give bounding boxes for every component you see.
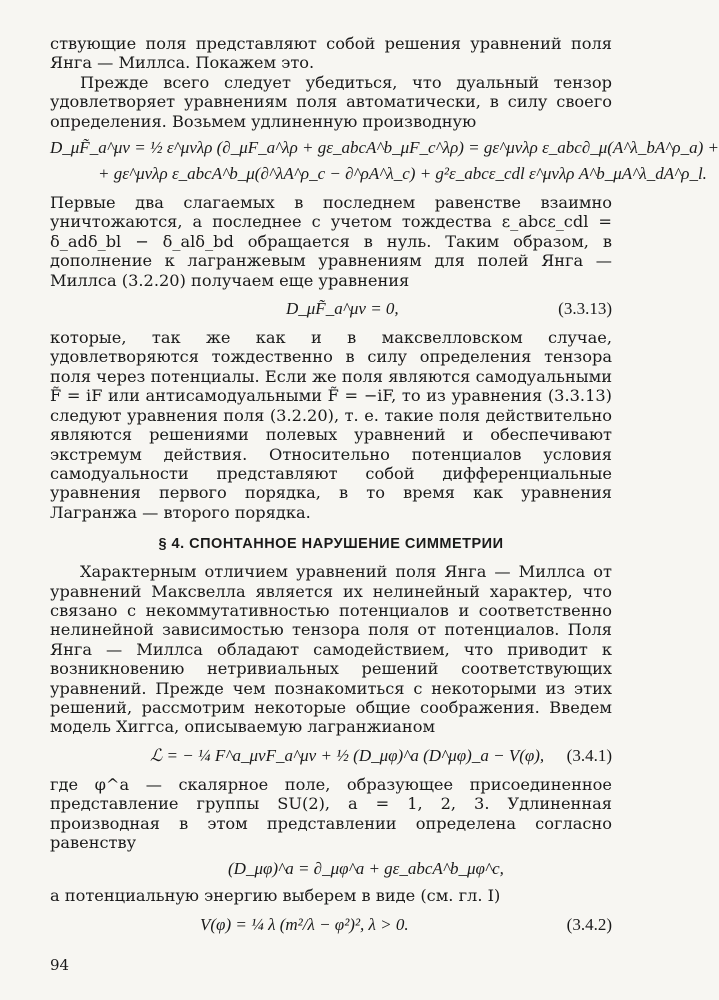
paragraph-4: которые, так же как и в максвелловском случае, удовлетворяются тождественно в силу определения тензора поля через потенциалы. Если же поля являются самодуальными F̃ = iF или антисамодуальными F̃ = −iF, то из уравнения (3.3.13) следуют уравнения поля (3.2.20), т. е. такие поля действительно являются решениями полевых уравнений и обеспечивают экстремум действия. Относительно потенциалов условия самодуальности представляют собой дифференциальные уравнения первого порядка, в то время как уравнения Лагранжа — второго порядка. <box>50 328 612 522</box>
page-number: 94 <box>50 956 70 974</box>
paragraph-5: Характерным отличием уравнений поля Янга — Миллса от уравнений Максвелла является их нелинейный характер, что связано с некоммутативностью потенциалов и соответственно нелинейной зависимостью тензора поля от потенциалов. Поля Янга — Миллса обладают самодействием, что приводит к возникновению нетривиальных решений соответствующих уравнений. Прежде чем познакомиться с некоторыми из этих решений, рассмотрим некоторые общие соображения. Введем модель Хиггса, описываемую лагранжианом <box>50 562 612 737</box>
equation-2 <box>50 298 612 320</box>
equation-3-body: ℒ = − ¼ F^a_μνF_a^μν + ½ (D_μφ)^a (D^μφ)_a − V(φ), <box>150 745 545 765</box>
equation-5-body: V(φ) = ¼ λ (m²/λ − φ²)², λ > 0. <box>200 914 409 934</box>
paragraph-2: Прежде всего следует убедиться, что дуальный тензор удовлетворяет уравнениям поля автоматически, в силу своего определения. Возьмем удлиненную производную <box>50 72 612 131</box>
equation-5 <box>50 914 612 936</box>
paragraph-1: ствующие поля представляют собой решения уравнений поля Янга — Миллса. Покажем это. <box>50 34 612 73</box>
paragraph-7: а потенциальную энергию выберем в виде (см. гл. I) <box>50 886 501 906</box>
paragraph-3: Первые два слагаемых в последнем равенстве взаимно уничтожаются, а последнее с учетом тождества ε_abcε_cdl = δ_adδ_bl − δ_alδ_bd обращается в нуль. Таким образом, в дополнение к лагранжевым уравнениям для полей Янга — Миллса (3.2.20) получаем еще уравнения <box>50 193 612 290</box>
equation-3 <box>50 745 612 767</box>
paragraph-6: где φ^a — скалярное поле, образующее присоединенное представление группы SU(2), a = 1, 2, 3. Удлиненная производная в этом представлении определена согласно равенству <box>50 774 612 852</box>
equation-1-line-1: D_μF̃_a^μν = ½ ε^μνλρ (∂_μF_a^λρ + gε_abcA^b_μF_c^λρ) = gε^μνλρ ε_abc∂_μ(A^λ_bA^ρ_a) + <box>50 138 719 158</box>
equation-4: (D_μφ)^a = ∂_μφ^a + gε_abcA^b_μφ^c, <box>228 859 504 879</box>
equation-2-body: D_μF̃_a^μν = 0, <box>286 299 399 319</box>
page-body <box>50 34 719 936</box>
equation-5-number: (3.4.2) <box>566 914 612 934</box>
equation-3-number: (3.4.1) <box>566 745 612 765</box>
equation-2-number: (3.3.13) <box>558 299 612 319</box>
section-heading: § 4. СПОНТАННОЕ НАРУШЕНИЕ СИММЕТРИИ <box>158 536 504 553</box>
equation-1-line-2: + gε^μνλρ ε_abcA^b_μ(∂^λA^ρ_c − ∂^ρA^λ_c) + g²ε_abcε_cdl ε^μνλρ A^b_μA^λ_dA^ρ_l. <box>98 164 707 184</box>
